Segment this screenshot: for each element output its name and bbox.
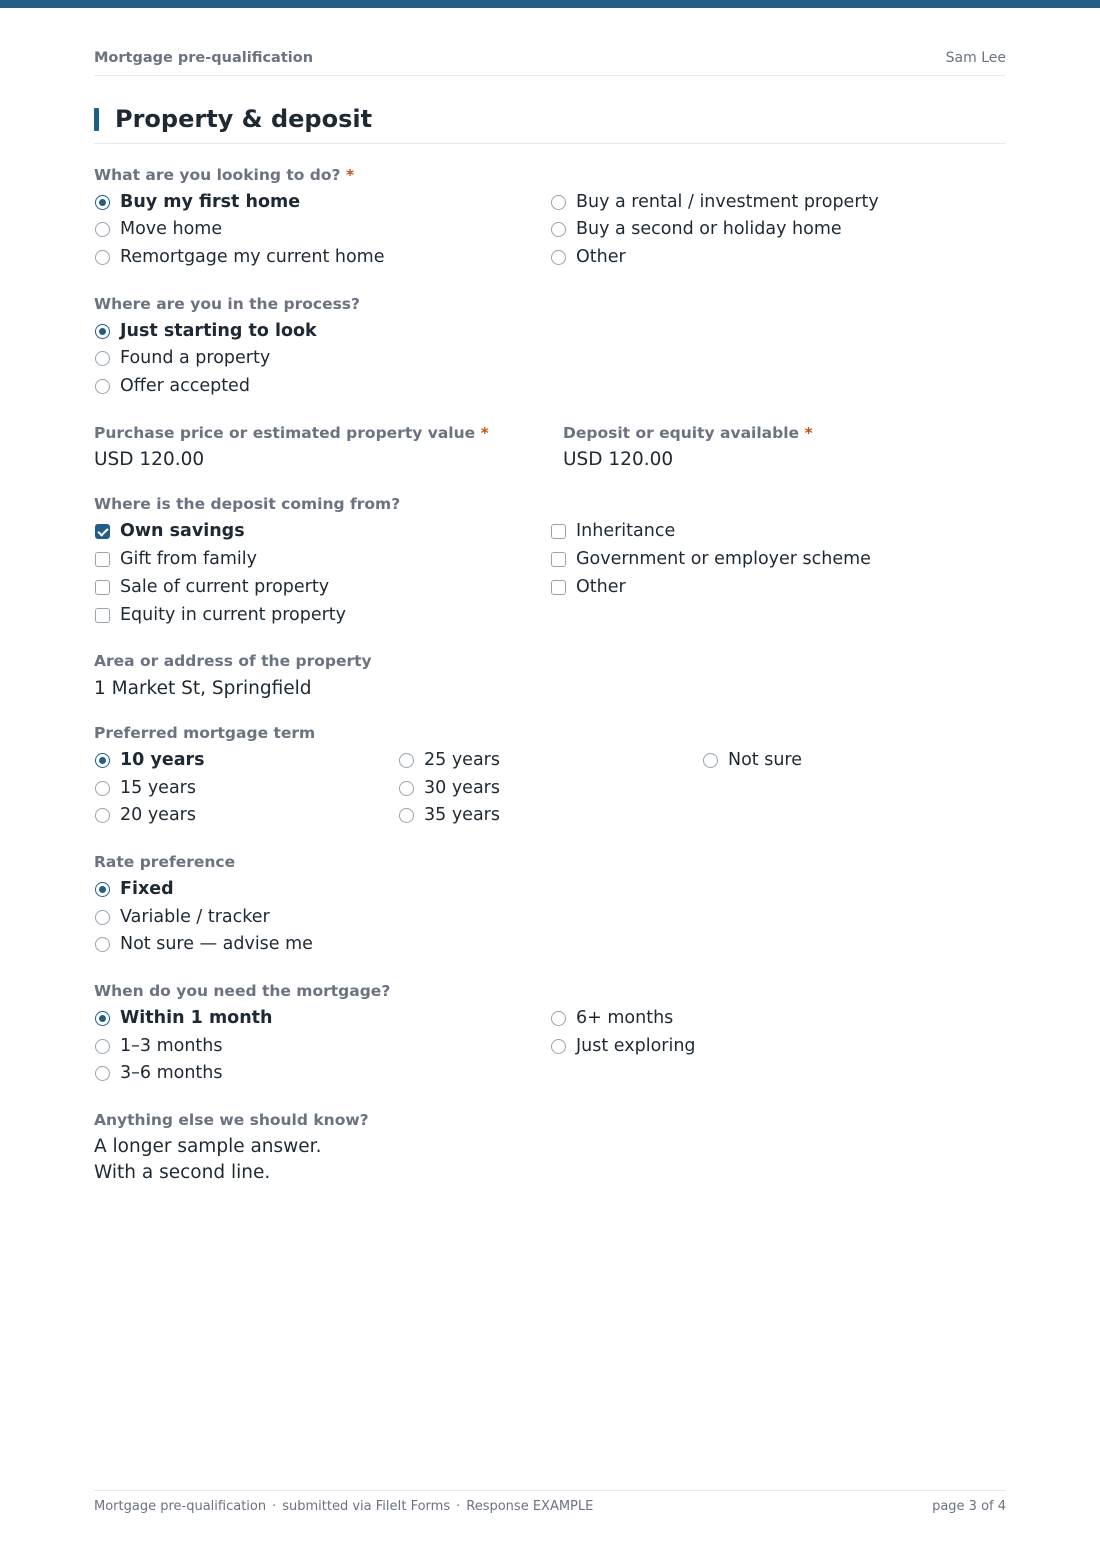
radio-icon [551, 1039, 566, 1054]
option-label: Not sure — advise me [120, 934, 313, 954]
section-title: Property & deposit [115, 105, 373, 133]
page-footer [94, 1490, 1006, 1520]
user-name: Sam Lee [945, 50, 1006, 66]
deposit-label-text: Deposit or equity available [563, 424, 800, 442]
radio-icon [95, 250, 110, 265]
checkbox-icon [551, 524, 566, 539]
radio-icon [95, 781, 110, 796]
notes-label: Anything else we should know? [94, 1111, 369, 1129]
notes-line: With a second line. [94, 1162, 271, 1183]
radio-icon [95, 222, 110, 237]
term-label: Preferred mortgage term [94, 724, 316, 742]
option-label: Move home [120, 219, 223, 239]
checkbox-icon [551, 552, 566, 567]
option-label: 6+ months [576, 1008, 674, 1028]
radio-selected-icon [95, 753, 110, 768]
option-label: 20 years [120, 805, 196, 825]
option-label: Offer accepted [120, 376, 250, 396]
radio-selected-icon [95, 195, 110, 210]
option-label: Just starting to look [120, 321, 317, 341]
rate-label: Rate preference [94, 853, 236, 871]
option-label: Not sure [728, 750, 803, 770]
radio-icon [95, 351, 110, 366]
option-label: 15 years [120, 778, 196, 798]
radio-icon [95, 910, 110, 925]
checkbox-checked-icon [95, 524, 110, 539]
option-label: Variable / tracker [120, 907, 270, 927]
deposit-source-label: Where is the deposit coming from? [94, 495, 401, 513]
form-name: Mortgage pre-qualification [94, 50, 314, 66]
radio-icon [551, 250, 566, 265]
checkbox-icon [95, 608, 110, 623]
address-value: 1 Market St, Springfield [94, 678, 312, 699]
separator: · [456, 1499, 461, 1514]
radio-icon [95, 379, 110, 394]
radio-icon [399, 808, 414, 823]
separator: · [272, 1499, 277, 1514]
option-label: 3–6 months [120, 1063, 223, 1083]
option-label: 10 years [120, 750, 205, 770]
option-label: Government or employer scheme [576, 549, 871, 569]
price-value: USD 120.00 [94, 449, 205, 470]
option-label: Other [576, 247, 626, 267]
option-label: Buy a second or holiday home [576, 219, 842, 239]
footer-via: submitted via FileIt Forms [282, 1499, 451, 1514]
page-header [94, 48, 1006, 76]
purpose-label-text: What are you looking to do? [94, 166, 341, 184]
option-label: Within 1 month [120, 1008, 273, 1028]
deposit-value: USD 120.00 [563, 449, 674, 470]
radio-icon [95, 937, 110, 952]
checkbox-icon [551, 580, 566, 595]
option-label: Own savings [120, 521, 245, 541]
deposit-label [563, 423, 813, 443]
option-label: Fixed [120, 879, 174, 899]
address-label: Area or address of the property [94, 652, 372, 670]
price-label [94, 423, 489, 443]
option-label: Found a property [120, 348, 271, 368]
option-label: 25 years [424, 750, 500, 770]
required-marker: * [345, 166, 355, 184]
radio-icon [551, 1011, 566, 1026]
section-accent-bar [94, 108, 99, 131]
stage-label: Where are you in the process? [94, 295, 361, 313]
purpose-label [94, 165, 354, 185]
option-label: 1–3 months [120, 1036, 223, 1056]
option-label: Buy a rental / investment property [576, 192, 879, 212]
radio-selected-icon [95, 324, 110, 339]
option-label: Gift from family [120, 549, 258, 569]
radio-icon [399, 753, 414, 768]
footer-info [94, 1499, 593, 1514]
top-accent-bar [0, 0, 1100, 8]
option-label: Buy my first home [120, 192, 301, 212]
option-label: Other [576, 577, 626, 597]
footer-response: Response EXAMPLE [466, 1499, 594, 1514]
option-label: Sale of current property [120, 577, 330, 597]
required-marker: * [480, 424, 489, 442]
notes-line: A longer sample answer. [94, 1136, 322, 1157]
radio-icon [95, 1039, 110, 1054]
option-label: Remortgage my current home [120, 247, 385, 267]
radio-icon [399, 781, 414, 796]
radio-selected-icon [95, 1011, 110, 1026]
checkbox-icon [95, 552, 110, 567]
option-label: 35 years [424, 805, 500, 825]
option-label: Inheritance [576, 521, 676, 541]
footer-form-name: Mortgage pre-qualification [94, 1499, 267, 1514]
timing-label: When do you need the mortgage? [94, 982, 391, 1000]
option-label: Equity in current property [120, 605, 347, 625]
radio-icon [551, 195, 566, 210]
radio-icon [95, 1066, 110, 1081]
price-label-text: Purchase price or estimated property value [94, 424, 476, 442]
required-marker: * [804, 424, 813, 442]
option-label: Just exploring [576, 1036, 696, 1056]
radio-icon [703, 753, 718, 768]
checkbox-icon [95, 580, 110, 595]
radio-selected-icon [95, 882, 110, 897]
section-heading [94, 104, 1006, 144]
radio-icon [95, 808, 110, 823]
option-label: 30 years [424, 778, 500, 798]
radio-icon [551, 222, 566, 237]
page-number: page 3 of 4 [932, 1499, 1006, 1514]
